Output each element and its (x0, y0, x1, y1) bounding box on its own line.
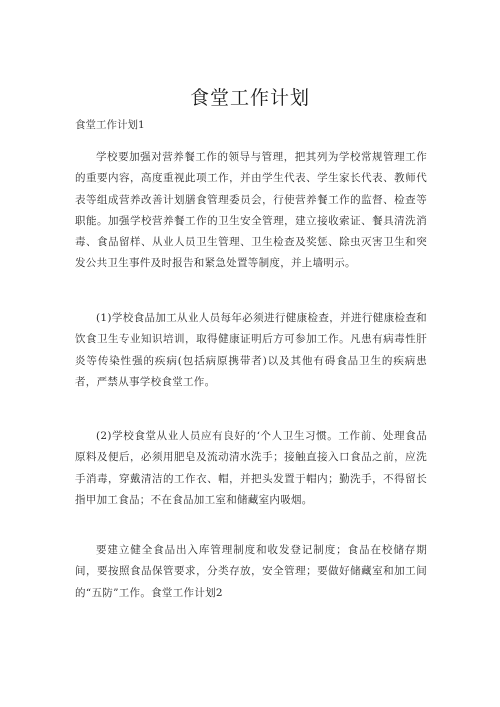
document-subtitle: 食堂工作计划1 (75, 119, 145, 131)
document-title: 食堂工作计划 (189, 87, 310, 109)
paragraph-2: (1)学校食品加工从业人员每年必须进行健康检查，并进行健康检查和饮食卫生专业知识培训，取得健康证明后方可参加工作。凡患有病毒性肝炎等传染性强的疾病(包括病原携带者)以及其他有碍食品卫生的疾病患者，严禁从事学校食堂工作。 (75, 312, 427, 388)
paragraph-1: 学校要加强对营养餐工作的领导与管理，把其列为学校常规管理工作的重要内容，高度重视此项工作，并由学生代表、学生家长代表、教师代表等组成营养改善计划膳食管理委员会，行使营养餐工作的监督、检查等职能。加强学校营养餐工作的卫生安全管理，建立接收索证、餐具清洗消毒、食品留样、从业人员卫生管理、卫生检查及奖惩、除虫灭害卫生和突发公共卫生事件及时报告和紧急处置等制度，并上墙明示。 (75, 151, 427, 270)
paragraph-4: 要建立健全食品出入库管理制度和收发登记制度；食品在校储存期间，要按照食品保管要求，分类存放，安全管理；要做好储藏室和加工间的“五防”工作。食堂工作计划2 (75, 544, 427, 599)
paragraph-3: (2)学校食堂从业人员应有良好的‘个人卫生习惯。工作前、处理食品原料及便后，必须用肥皂及流动清水洗手；接触直接入口食品之前，应洗手消毒，穿戴清洁的工作衣、帽，并把头发置于帽内；勤洗手，不得留长指甲加工食品；不在食品加工室和储藏室内吸烟。 (75, 430, 427, 506)
